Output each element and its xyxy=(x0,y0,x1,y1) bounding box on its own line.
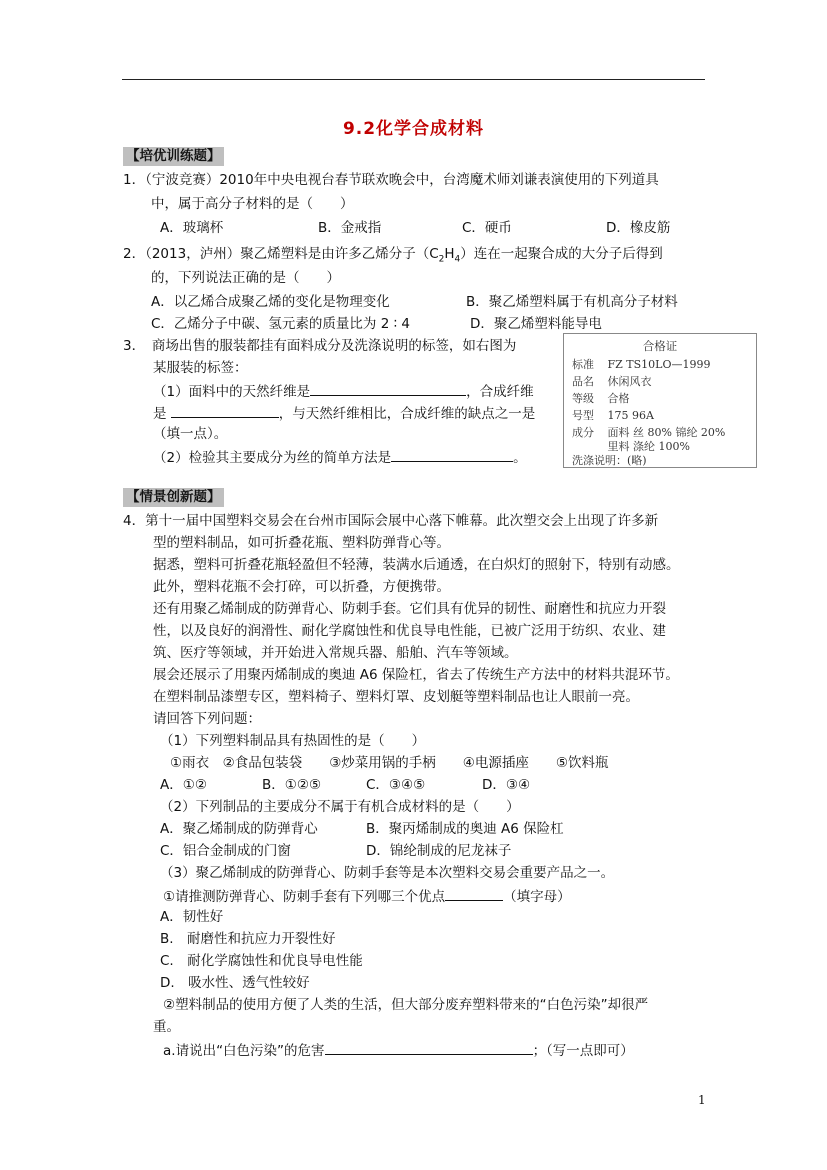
q4-paragraph-line: 4．第十一届中国塑料交易会在台州市国际会展中心落下帷幕。此次塑交会上出现了许多新 xyxy=(123,513,659,529)
q2-option-b: B．聚乙烯塑料属于有机高分子材料 xyxy=(466,294,678,310)
q4-part3-sub2: ②塑料制品的使用方便了人类的生活，但大部分废弃塑料带来的“白色污染”却很严 xyxy=(163,997,649,1013)
q3-part2 xyxy=(153,447,527,468)
answer-blank-silk-test[interactable] xyxy=(391,447,513,462)
cert-value: 175 96A xyxy=(607,409,654,422)
cert-value: 里料 涤纶 100% xyxy=(607,440,690,453)
cert-value: (略) xyxy=(627,454,647,467)
cert-row-name xyxy=(572,373,652,390)
q4-part1-option-b: B．①②⑤ xyxy=(262,777,322,793)
answer-blank-natural-fiber[interactable] xyxy=(310,381,466,396)
q2-stem-cont: 的，下列说法正确的是（ ） xyxy=(151,270,340,286)
q2-formula-sub1: 2 xyxy=(438,254,445,265)
q3-stem-cont: 某服装的标签： xyxy=(153,360,248,376)
q1-option-b: B．金戒指 xyxy=(318,220,382,236)
q4-paragraph-line: 据悉，塑料可折叠花瓶轻盈但不轻薄，装满水后通透，在白炽灯的照射下，特别有动感。 xyxy=(153,557,680,573)
q4-paragraph-line: 此外，塑料花瓶不会打碎，可以折叠，方便携带。 xyxy=(153,579,450,595)
q4-part3-sub2-cont: 重。 xyxy=(153,1019,180,1035)
q3-stem: 3． 商场出售的服装都挂有面料成分及洗涤说明的标签，如右图为 xyxy=(123,338,517,354)
page-number: 1 xyxy=(698,1093,706,1107)
answer-blank-white-pollution[interactable] xyxy=(325,1040,533,1055)
q3-part1-cont xyxy=(153,403,535,424)
q4-paragraph-line: 性，以及良好的润滑性、耐化学腐蚀性和优良导电性能，已被广泛用于纺织、农业、建 xyxy=(153,623,666,639)
q3-part1-text-d: ，与天然纤维相比，合成纤维的缺点之一是 xyxy=(278,406,536,422)
header-rule xyxy=(122,79,705,80)
q1-option-c: C．硬币 xyxy=(462,220,512,236)
cert-row-washing xyxy=(572,452,647,469)
cert-row-grade xyxy=(572,390,630,407)
q4-part2-option-b: B．聚丙烯制成的奥迪 A6 保险杠 xyxy=(366,821,564,837)
q4-part3-option-b: B. 耐磨性和抗应力开裂性好 xyxy=(160,931,336,947)
q4-paragraph-line: 还有用聚乙烯制成的防弹背心、防刺手套。它们具有优异的韧性、耐磨性和抗应力开裂 xyxy=(153,601,666,617)
q2-stem xyxy=(123,245,663,270)
q4-part3-sub1-end: （填字母） xyxy=(503,889,571,905)
q4-part2-option-d: D．锦纶制成的尼龙袜子 xyxy=(366,843,512,859)
cert-title: 合格证 xyxy=(642,339,678,353)
q1-stem: 1．（宁波竞赛）2010年中央电视台春节联欢晚会中，台湾魔术师刘谦表演使用的下列道具 xyxy=(123,172,659,188)
q4-part2-option-a: A．聚乙烯制成的防弹背心 xyxy=(160,821,318,837)
q4-part3-a xyxy=(163,1040,634,1061)
q2-stem-a: 2．（2013，泸州）聚乙烯塑料是由许多乙烯分子（C xyxy=(123,246,439,262)
q3-part1-text-c: 是 xyxy=(153,406,167,422)
q4-part1-option-d: D．③④ xyxy=(482,777,531,793)
q4-part3-option-a: A．韧性好 xyxy=(160,909,224,925)
q3-part2-text: （2）检验其主要成分为丝的简单方法是 xyxy=(153,450,392,466)
q4-part1: （1）下列塑料制品具有热固性的是（ ） xyxy=(160,733,426,749)
q4-part3-option-c: C. 耐化学腐蚀性和优良导电性能 xyxy=(160,953,363,969)
cert-value: 合格 xyxy=(607,392,630,405)
q2-formula-h: H xyxy=(444,246,455,262)
q4-part3-option-d: D. 吸水性、透气性较好 xyxy=(160,975,310,991)
cert-row-size xyxy=(572,407,654,424)
q4-paragraph-line: 展会还展示了用聚丙烯制成的奥迪 A6 保险杠，省去了传统生产方法中的材料共混环节。 xyxy=(153,667,679,683)
cert-value: 休闲风衣 xyxy=(607,375,652,388)
q3-part1-text: （1）面料中的天然纤维是 xyxy=(153,384,311,400)
q3-part2-end: 。 xyxy=(513,450,527,466)
page-title: 9.2化学合成材料 xyxy=(342,119,485,139)
answer-blank-synthetic-fiber[interactable] xyxy=(171,403,279,418)
q4-part3-a-end: ；（写一点即可） xyxy=(532,1043,634,1059)
q3-part1-text-b: ，合成纤维 xyxy=(466,384,534,400)
cert-label: 等级 xyxy=(572,392,594,405)
q4-part3-sub1 xyxy=(163,886,571,907)
cert-label: 品名 xyxy=(572,375,594,388)
q2-option-c: C．乙烯分子中碳、氢元素的质量比为 2 ∶ 4 xyxy=(151,316,410,332)
q4-part3-a-text: a.请说出“白色污染”的危害 xyxy=(163,1043,325,1059)
cert-value: 面料 丝 80% 锦纶 20% xyxy=(607,426,726,439)
q4-part1-option-a: A．①② xyxy=(160,777,207,793)
cert-label: 标准 xyxy=(572,358,594,371)
q3-part1 xyxy=(153,381,534,402)
q1-option-a: A．玻璃杯 xyxy=(160,220,224,236)
q4-part2: （2）下列制品的主要成分不属于有机合成材料的是（ ） xyxy=(160,799,520,815)
q1-stem-cont: 中，属于高分子材料的是（ ） xyxy=(151,196,354,212)
section-heading-training: 【培优训练题】 xyxy=(123,147,224,166)
q4-paragraph-line: 请回答下列问题： xyxy=(153,711,261,727)
q4-part3-sub1-text: ①请推测防弹背心、防刺手套有下列哪三个优点 xyxy=(163,889,446,905)
cert-label: 成分 xyxy=(572,426,594,439)
garment-label-figure xyxy=(563,333,757,468)
q1-option-d: D．橡皮筋 xyxy=(606,220,671,236)
q4-paragraph-line: 在塑料制品漆塑专区，塑料椅子、塑料灯罩、皮划艇等塑料制品也让人眼前一亮。 xyxy=(153,689,639,705)
q2-formula-sub2: 4 xyxy=(454,254,461,265)
q4-paragraph-line: 筑、医疗等领域，并开始进入常规兵器、船舶、汽车等领域。 xyxy=(153,645,518,661)
q4-part3: （3）聚乙烯制成的防弹背心、防刺手套等是本次塑料交易会重要产品之一。 xyxy=(160,865,615,881)
q2-option-d: D．聚乙烯塑料能导电 xyxy=(470,316,602,332)
q4-paragraph-line: 型的塑料制品，如可折叠花瓶、塑料防弹背心等。 xyxy=(153,535,450,551)
q4-part1-option-c: C．③④⑤ xyxy=(366,777,426,793)
q3-part1-end: （填一点）。 xyxy=(153,426,228,442)
answer-blank-advantages[interactable] xyxy=(445,886,503,901)
cert-label: 洗涤说明： xyxy=(572,454,627,467)
q2-stem-b: ）连在一起聚合成的大分子后得到 xyxy=(460,246,663,262)
cert-label: 号型 xyxy=(572,409,594,422)
q2-option-a: A．以乙烯合成聚乙烯的变化是物理变化 xyxy=(151,294,390,310)
section-heading-scenario: 【情景创新题】 xyxy=(123,488,224,507)
cert-row-standard xyxy=(572,356,710,373)
cert-value: FZ TS10LO—1999 xyxy=(607,358,711,371)
q4-part1-items: ①雨衣 ②食品包装袋 ③炒菜用锅的手柄 ④电源插座 ⑤饮料瓶 xyxy=(170,755,609,771)
q4-part2-option-c: C．铝合金制成的门窗 xyxy=(160,843,291,859)
